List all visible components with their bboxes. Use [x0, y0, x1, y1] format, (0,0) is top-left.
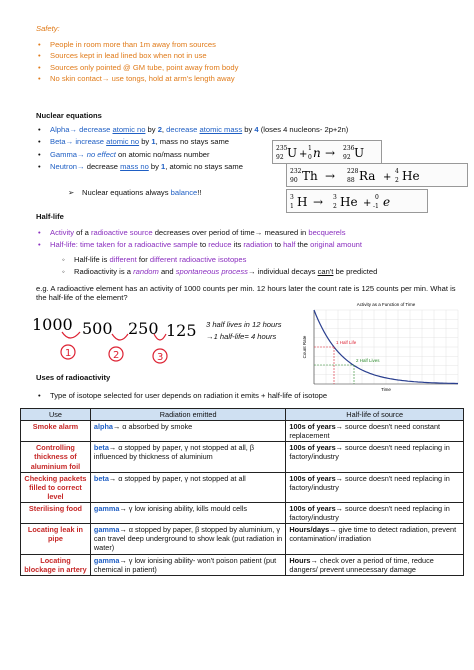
svg-text:0: 0: [308, 154, 312, 161]
arc-2: [112, 334, 128, 340]
safety-title: Safety:: [36, 24, 60, 33]
svg-text:+: +: [383, 172, 392, 183]
svg-text:90: 90: [290, 177, 298, 184]
annotation-2: 2 Half Lives: [356, 358, 380, 363]
halflife-heading: Half-life: [36, 212, 64, 221]
cell-use: Sterilising food: [21, 502, 91, 523]
svg-text:4: 4: [395, 168, 399, 175]
cell-halflife: 100s of years→ source doesn't need replacing in factory/industry: [286, 442, 464, 472]
circle-3-label: 3: [157, 352, 164, 363]
circle-1-label: 1: [65, 348, 72, 359]
activity-item: • Activity of a radioactive source decreases over period of time→ measured in becquerels: [36, 228, 456, 237]
svg-text:3: 3: [333, 194, 337, 201]
uses-table: [20, 408, 464, 576]
svg-text:Th: Th: [302, 169, 318, 183]
balance-note: ➢ Nuclear equations always balance!!: [68, 188, 202, 197]
sub-item-1: ◦ Half-life is different for different radioactive isotopes: [60, 255, 460, 264]
svg-text:n: n: [313, 146, 321, 160]
safety-list: [36, 40, 396, 84]
list-item: • No skin contact→ use tongs, hold at arm's length away: [36, 74, 396, 83]
svg-text:He: He: [402, 169, 420, 183]
chart-title: Activity as a Function of Time: [356, 302, 416, 307]
note-three-half-lives: 3 half lives in 12 hours: [206, 320, 282, 329]
table-header-row: [21, 409, 464, 421]
cell-halflife: Hours→ check over a period of time, reduce dangers/ prevent unnecessary damage: [286, 554, 464, 575]
handwritten-working: [30, 310, 200, 366]
svg-text:+: +: [363, 198, 372, 209]
table-row: [21, 502, 464, 523]
svg-text:+: +: [299, 149, 308, 160]
cell-radiation: beta→ α stopped by paper, γ not stopped at all, β influenced by thickness of aluminium: [90, 442, 285, 472]
svg-text:→: →: [313, 195, 324, 209]
equation-uranium: [272, 140, 382, 164]
header-use: Use: [21, 409, 91, 421]
chart-ylabel: Count Rate: [302, 335, 307, 359]
cell-radiation: gamma→ γ low ionising ability- won't poison patient (put chemical in patient): [90, 554, 285, 575]
neutron-item: • Neutron→ decrease mass no by 1, atomic no stays same: [36, 162, 456, 171]
decay-chart: [300, 300, 460, 394]
cell-use: Locating leak in pipe: [21, 524, 91, 554]
beta-item: • Beta→ increase atomic no by 1, mass no stays same: [36, 137, 456, 146]
table-row: [21, 524, 464, 554]
svg-text:→: →: [325, 169, 336, 183]
cell-halflife: Hours/days→ give time to detect radiation, prevent contamination/ irradiation: [286, 524, 464, 554]
svg-text:0: 0: [375, 194, 379, 201]
nuclear-heading: Nuclear equations: [36, 111, 102, 120]
svg-text:1: 1: [290, 203, 294, 210]
svg-text:H: H: [297, 195, 308, 209]
hand-1000: 1000: [32, 315, 73, 334]
svg-text:1: 1: [308, 145, 312, 152]
cell-use: Smoke alarm: [21, 421, 91, 442]
table-row: [21, 442, 464, 472]
hand-125: 125: [166, 321, 197, 340]
svg-text:2: 2: [395, 177, 399, 184]
example-text: e.g. A radioactive element has an activity of 1000 counts per min. 12 hours later the count rate is 125 counts per min. What is the half-life of the element?: [36, 284, 456, 303]
svg-text:3: 3: [290, 194, 294, 201]
svg-text:U: U: [287, 146, 298, 160]
svg-text:236: 236: [343, 145, 355, 152]
svg-text:92: 92: [343, 154, 351, 161]
table-row: [21, 421, 464, 442]
equation-tritium: [286, 189, 428, 213]
list-item: • Sources only pointed @ GM tube, point away from body: [36, 63, 396, 72]
alpha-item: • Alpha→ decrease atomic no by 2, decrease atomic mass by 4 (loses 4 nucleons- 2p+2n): [36, 125, 456, 134]
svg-text:U: U: [354, 146, 365, 160]
svg-text:-1: -1: [373, 203, 379, 210]
table-row: [21, 472, 464, 502]
svg-text:232: 232: [290, 168, 302, 175]
equation-uranium-svg: [273, 141, 381, 163]
hand-500: 500: [82, 319, 113, 338]
equation-tritium-svg: [287, 190, 427, 212]
hand-250: 250: [128, 319, 159, 338]
cell-use: Checking packets filled to correct level: [21, 472, 91, 502]
svg-text:→: →: [325, 146, 336, 160]
cell-radiation: alpha→ α absorbed by smoke: [90, 421, 285, 442]
uses-heading: Uses of radioactivity: [36, 373, 111, 382]
svg-text:92: 92: [276, 154, 284, 161]
equation-thorium-svg: [287, 164, 467, 186]
list-item: • Sources kept in lead lined box when not in use: [36, 51, 396, 60]
gamma-item: • Gamma→ no effect on atomic no/mass number: [36, 150, 456, 159]
svg-text:Ra: Ra: [359, 169, 376, 183]
cell-radiation: gamma→ α stopped by paper, β stopped by aluminium, γ can travel deep underground to show leak (put radiation in water): [90, 524, 285, 554]
cell-use: Controlling thickness of aluminium foil: [21, 442, 91, 472]
svg-text:228: 228: [347, 168, 359, 175]
circle-2-label: 2: [113, 350, 120, 361]
cell-halflife: 100s of years→ source doesn't need constant replacement: [286, 421, 464, 442]
chart-xlabel: Time: [381, 387, 391, 392]
svg-text:e: e: [383, 195, 391, 209]
svg-text:235: 235: [276, 145, 288, 152]
uses-bullets: [36, 391, 456, 400]
halflife-def-item: • Half-life: time taken for a radioactive sample to reduce its radiation to half the original amount: [36, 240, 456, 249]
header-radiation: Radiation emitted: [90, 409, 285, 421]
cell-radiation: gamma→ γ low ionising ability, kills mould cells: [90, 502, 285, 523]
sub-item-2: ◦ Radioactivity is a random and spontaneous process→ individual decays can't be predicted: [60, 267, 460, 276]
uses-bullet: • Type of isotope selected for user depends on radiation it emits + half-life of isotope: [36, 391, 456, 400]
halflife-list: [36, 228, 456, 253]
note-one-half-life: →1 half-life= 4 hours: [206, 332, 277, 341]
equation-thorium: [286, 163, 468, 187]
table-row: [21, 554, 464, 575]
svg-text:He: He: [340, 195, 358, 209]
halflife-sublist: [60, 255, 460, 277]
cell-halflife: 100s of years→ source doesn't need replacing in factory/industry: [286, 472, 464, 502]
cell-use: Locating blockage in artery: [21, 554, 91, 575]
cell-halflife: 100s of years→ source doesn't need replacing in factory/industry: [286, 502, 464, 523]
list-item: • People in room more than 1m away from sources: [36, 40, 396, 49]
header-halflife: Half-life of source: [286, 409, 464, 421]
cell-radiation: beta→ α stopped by paper, γ not stopped at all: [90, 472, 285, 502]
svg-text:88: 88: [347, 177, 355, 184]
annotation-1: 1 Half Life: [336, 340, 357, 345]
svg-text:2: 2: [333, 203, 337, 210]
